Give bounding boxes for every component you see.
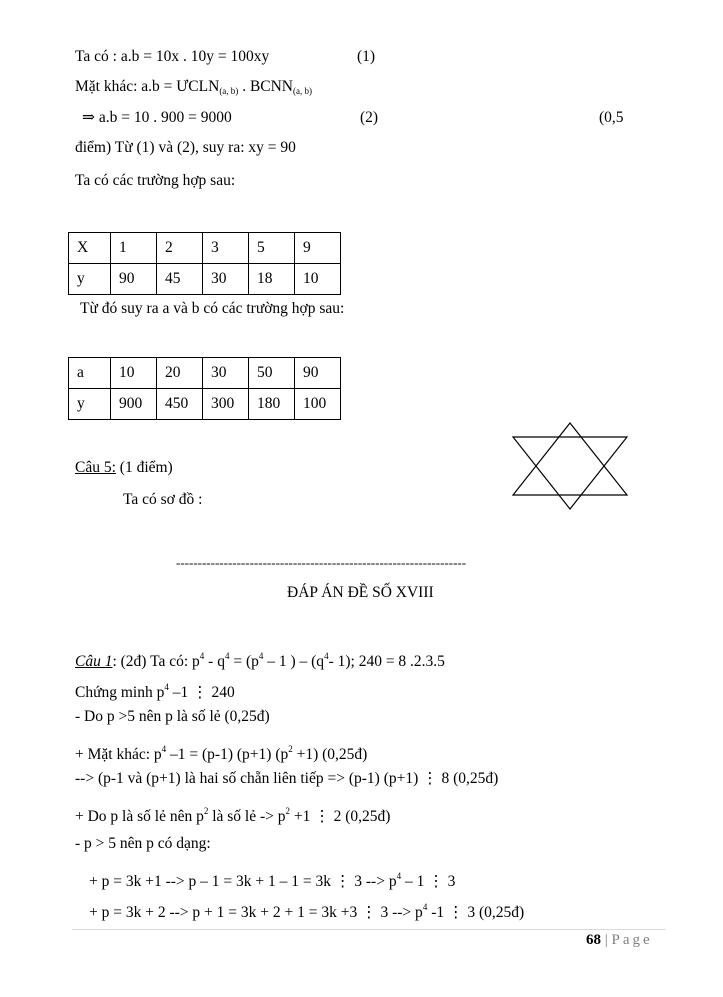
line-cases-intro: Ta có các trường hợp sau: [75, 172, 236, 189]
line-ab-9000: ⇒ a.b = 10 . 900 = 9000 [82, 109, 232, 126]
question-1-line-6: + Do p là số lẻ nên $p^2$ là số lẻ -> $p^2 +1$ ⋮ 2 (0,25đ) [75, 806, 391, 825]
table-cell: 5 [249, 233, 295, 264]
table-cell: X [69, 233, 111, 264]
table-cell: 30 [203, 264, 249, 295]
table-cell: 3 [203, 233, 249, 264]
table-row [69, 389, 341, 420]
table-cell: 20 [157, 358, 203, 389]
line-gcd-lcm: Mặt khác: $a.b = ƯCLN_{(a, b)}$ . $BCNN_{(a, b)}$ [75, 78, 313, 96]
question-1-line-5: --> (p-1 và (p+1) là hai số chẵn liên tiếp => (p-1) (p+1) ⋮ 8 (0,25đ) [75, 770, 499, 787]
table-cell: 90 [111, 264, 157, 295]
table-cell: 300 [203, 389, 249, 420]
table-cell: 900 [111, 389, 157, 420]
question-1-line-2: Chứng minh $p^4$ –1 ⋮ 240 [75, 682, 235, 701]
page-separator: | [601, 932, 612, 948]
equation-tag-2: (2) [360, 109, 379, 126]
table-cell: 90 [295, 358, 341, 389]
table-cell: 9 [295, 233, 341, 264]
score-note: (0,5 [599, 109, 624, 126]
page-number: 68 [586, 932, 601, 948]
question-1-line-3: - Do p >5 nên p là số lẻ (0,25đ) [75, 708, 270, 725]
line-ab-product: Ta có : a.b = 10x . 10y = 100xy [75, 48, 270, 65]
table-a-y [68, 357, 341, 420]
table-cell: 45 [157, 264, 203, 295]
section-divider: ------------------------------------------------------------------- [176, 555, 467, 570]
answer-heading: ĐÁP ÁN ĐỀ SỐ XVIII [287, 584, 434, 601]
page-footer [586, 932, 653, 949]
table-row [69, 264, 341, 295]
line-xy-90: điểm) Từ (1) và (2), suy ra: xy = 90 [75, 139, 296, 156]
page-label: Page [611, 932, 653, 948]
question-1-line-1: Câu 1: (2đ) Ta có: $p^4 - q^4 = (p^4 - 1$ ) – ($q^4-$ 1); 240 = 8 .2.3.5 [75, 651, 445, 670]
question-1-line-4: + Mặt khác: $p^4$ –1 = (p-1) (p+1) $(p^2 +1)$ (0,25đ) [75, 744, 368, 763]
line-ab-cases-intro: Từ đó suy ra a và b có các trường hợp sau: [80, 300, 345, 317]
question-1-line-9: + p = 3k + 2 --> p + 1 = 3k + 2 + 1 = 3k +3 ⋮ 3 --> $p^4$ -1 ⋮ 3 (0,25đ) [89, 902, 525, 921]
table-cell: a [69, 358, 111, 389]
table-cell: 450 [157, 389, 203, 420]
table-cell: 2 [157, 233, 203, 264]
star-diagram [505, 420, 635, 512]
table-x-y [68, 232, 341, 295]
table-cell: y [69, 264, 111, 295]
table-cell: 180 [249, 389, 295, 420]
table-cell: 10 [295, 264, 341, 295]
table-cell: 10 [111, 358, 157, 389]
question-1-line-7: - p > 5 nên p có dạng: [75, 835, 211, 852]
table-cell: 1 [111, 233, 157, 264]
equation-tag-1: (1) [357, 48, 376, 65]
table-cell: y [69, 389, 111, 420]
question-5-heading: Câu 5: (1 điểm) [75, 459, 173, 476]
question-5-line: Ta có sơ đồ : [123, 491, 203, 508]
table-row [69, 358, 341, 389]
table-cell: 100 [295, 389, 341, 420]
table-cell: 30 [203, 358, 249, 389]
footer-rule [72, 929, 666, 930]
question-1-line-8: + p = 3k +1 --> p – 1 = 3k + 1 – 1 = 3k ⋮ 3 --> $p^4 - 1$ ⋮ 3 [89, 871, 456, 890]
table-cell: 18 [249, 264, 295, 295]
table-cell: 50 [249, 358, 295, 389]
table-row [69, 233, 341, 264]
